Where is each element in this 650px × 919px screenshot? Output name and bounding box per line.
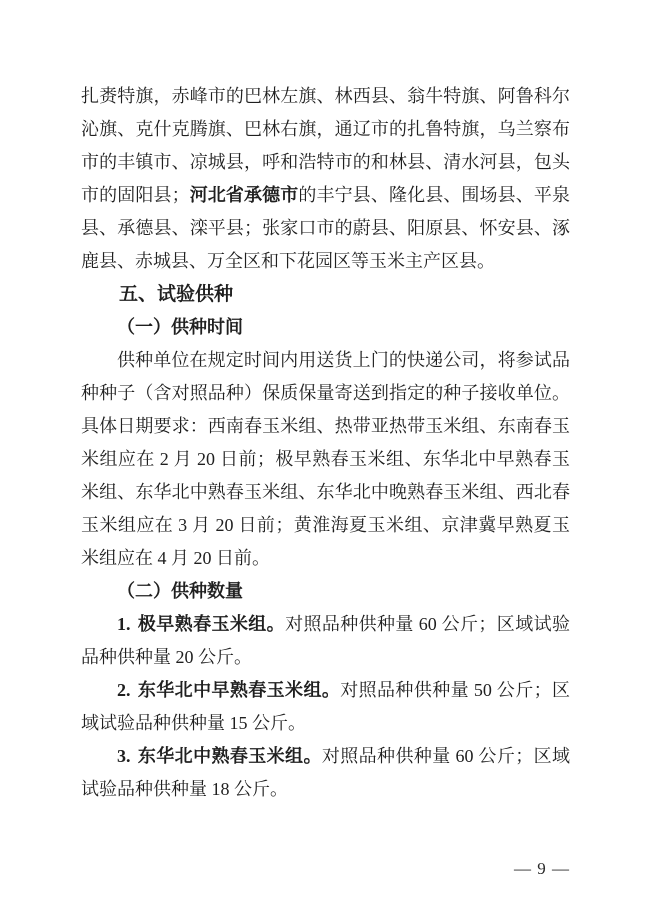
region-list-pre: 扎赉特旗，赤峰市的巴林左旗、林西县、翁牛特旗、阿鲁科尔沁旗、克什克腾旗、巴林右旗，通辽市的扎鲁特旗，乌兰察布市的丰镇市、凉城县，呼和浩特市的和林县、清水河县，包头市的固阳县； [81, 86, 570, 205]
subheading-supply-quantity: （二）供种数量 [117, 581, 243, 601]
list-item-3-detail: 对照品种供种量 60 公斤；区域试验品种供种量 18 公斤。 [81, 746, 571, 799]
page-number: — 9 — [514, 859, 570, 878]
paragraph-supply-time: 供种单位在规定时间内用送货上门的快递公司，将参试品种种子（含对照品种）保质保量寄送到指定的种子接收单位。具体日期要求：西南春玉米组、热带亚热带玉米组、东南春玉米组应在 2 月 20 日前；极早熟春玉米组、东华北中早熟春玉米组、东华北中熟春玉米组、东华北中晚熟春玉米组、西北春玉米组应在 3 月 20 日前；黄淮海夏玉米组、京津冀早熟夏玉米组应在 4 月 20 日前。 [81, 350, 570, 568]
list-item-2-detail: 对照品种供种量 50 公斤；区域试验品种供种量 15 公斤。 [81, 680, 570, 733]
list-item-group-2 [81, 674, 570, 740]
list-item-group-3 [81, 740, 570, 806]
subheading-supply-time: （一）供种时间 [117, 317, 243, 337]
paragraph-production-regions [81, 80, 570, 278]
region-list-post: 的丰宁县、隆化县、围场县、平泉县、承德县、滦平县；张家口市的蔚县、阳原县、怀安县、涿鹿县、赤城县、万全区和下花园区等玉米主产区县。 [81, 185, 571, 271]
list-item-group-1 [81, 608, 570, 674]
list-item-1-group-name: 极早熟春玉米组。 [137, 614, 286, 634]
list-item-1-detail: 对照品种供种量 60 公斤；区域试验品种供种量 20 公斤。 [81, 614, 570, 667]
document-body [81, 80, 570, 806]
list-item-1-number: 1. [117, 614, 131, 634]
list-item-3-number: 3. [117, 746, 131, 766]
list-item-3-group-name: 东华北中熟春玉米组。 [137, 746, 322, 766]
region-list-bold-hebei: 河北省承德市 [189, 185, 299, 205]
list-item-2-number: 2. [117, 680, 131, 700]
section-heading-5: 五、试验供种 [119, 284, 234, 305]
list-item-2-group-name: 东华北中早熟春玉米组。 [137, 680, 341, 700]
